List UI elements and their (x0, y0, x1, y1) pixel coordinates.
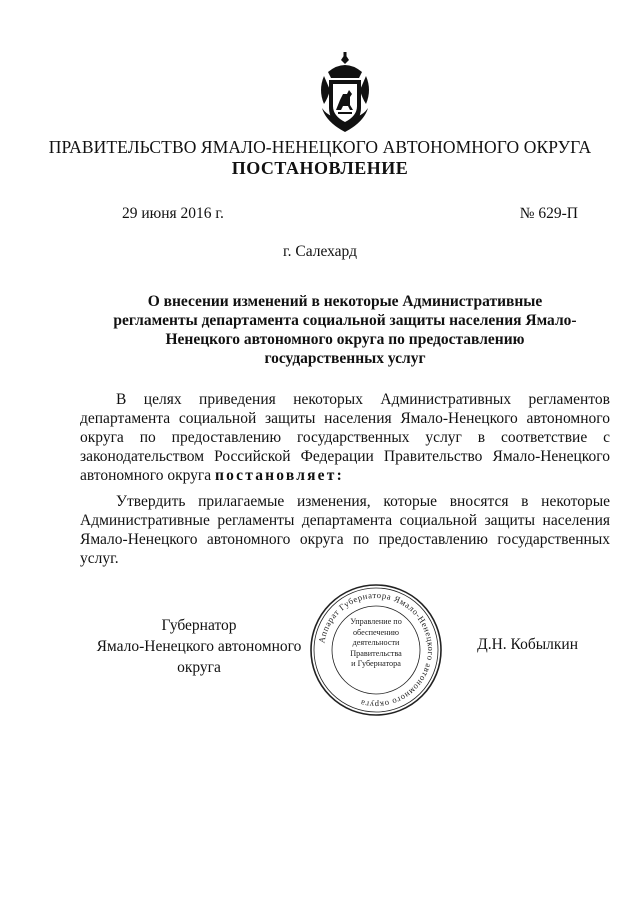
document-type: ПОСТАНОВЛЕНИЕ (231, 158, 409, 178)
body-paragraph-2: Утвердить прилагаемые изменения, которые вносятся в некоторые Административные регламенты департамента социальной защиты населения Ямало-Ненецкого автономного округа по предоставлению государственных услуг. (80, 493, 610, 567)
paragraph-1-text: В целях приведения некоторых Административных регламентов департамента социальной защиты населения Ямало-Ненецкого автономного округа по предоставлению государственных услуг в соответствие с законодательством Российской Федерации Правительство Ямало-Ненецкого автономного округа (80, 391, 610, 484)
stamp-inner-line-4: Правительства (350, 648, 402, 658)
stamp-inner-text (330, 617, 422, 670)
document-city: г. Салехард (283, 243, 357, 260)
stamp-inner-line-5: и Губернатора (351, 659, 401, 668)
organization-name: ПРАВИТЕЛЬСТВО ЯМАЛО-НЕНЕЦКОГО АВТОНОМНОГО ОКРУГА (48, 137, 592, 157)
stamp-inner-line-2: обеспечению (352, 627, 400, 637)
stamp-inner-line-1: Управление по (350, 617, 402, 626)
document-date: 29 июня 2016 г. (122, 205, 224, 222)
document-subject: О внесении изменений в некоторые Административные регламенты департамента социальной защиты населения Ямало-Ненецкого автономного округа по предоставлению государственных услуг (113, 293, 577, 367)
resolution-keyword: постановляет: (215, 467, 344, 484)
stamp-inner-line-3: деятельности (352, 638, 400, 647)
signatory-title (80, 615, 318, 678)
signatory-title-line-1: Губернатор (161, 617, 237, 634)
body-paragraph-1 (80, 390, 610, 485)
signatory-title-line-2: Ямало-Ненецкого автономного округа (96, 638, 302, 676)
coat-of-arms-icon (316, 52, 374, 134)
signatory-name: Д.Н. Кобылкин (477, 636, 578, 653)
stamp-ring-text: Аппарат Губернатора Ямало-Ненецкого автономного округа (316, 589, 437, 711)
document-number: № 629-П (519, 205, 578, 222)
